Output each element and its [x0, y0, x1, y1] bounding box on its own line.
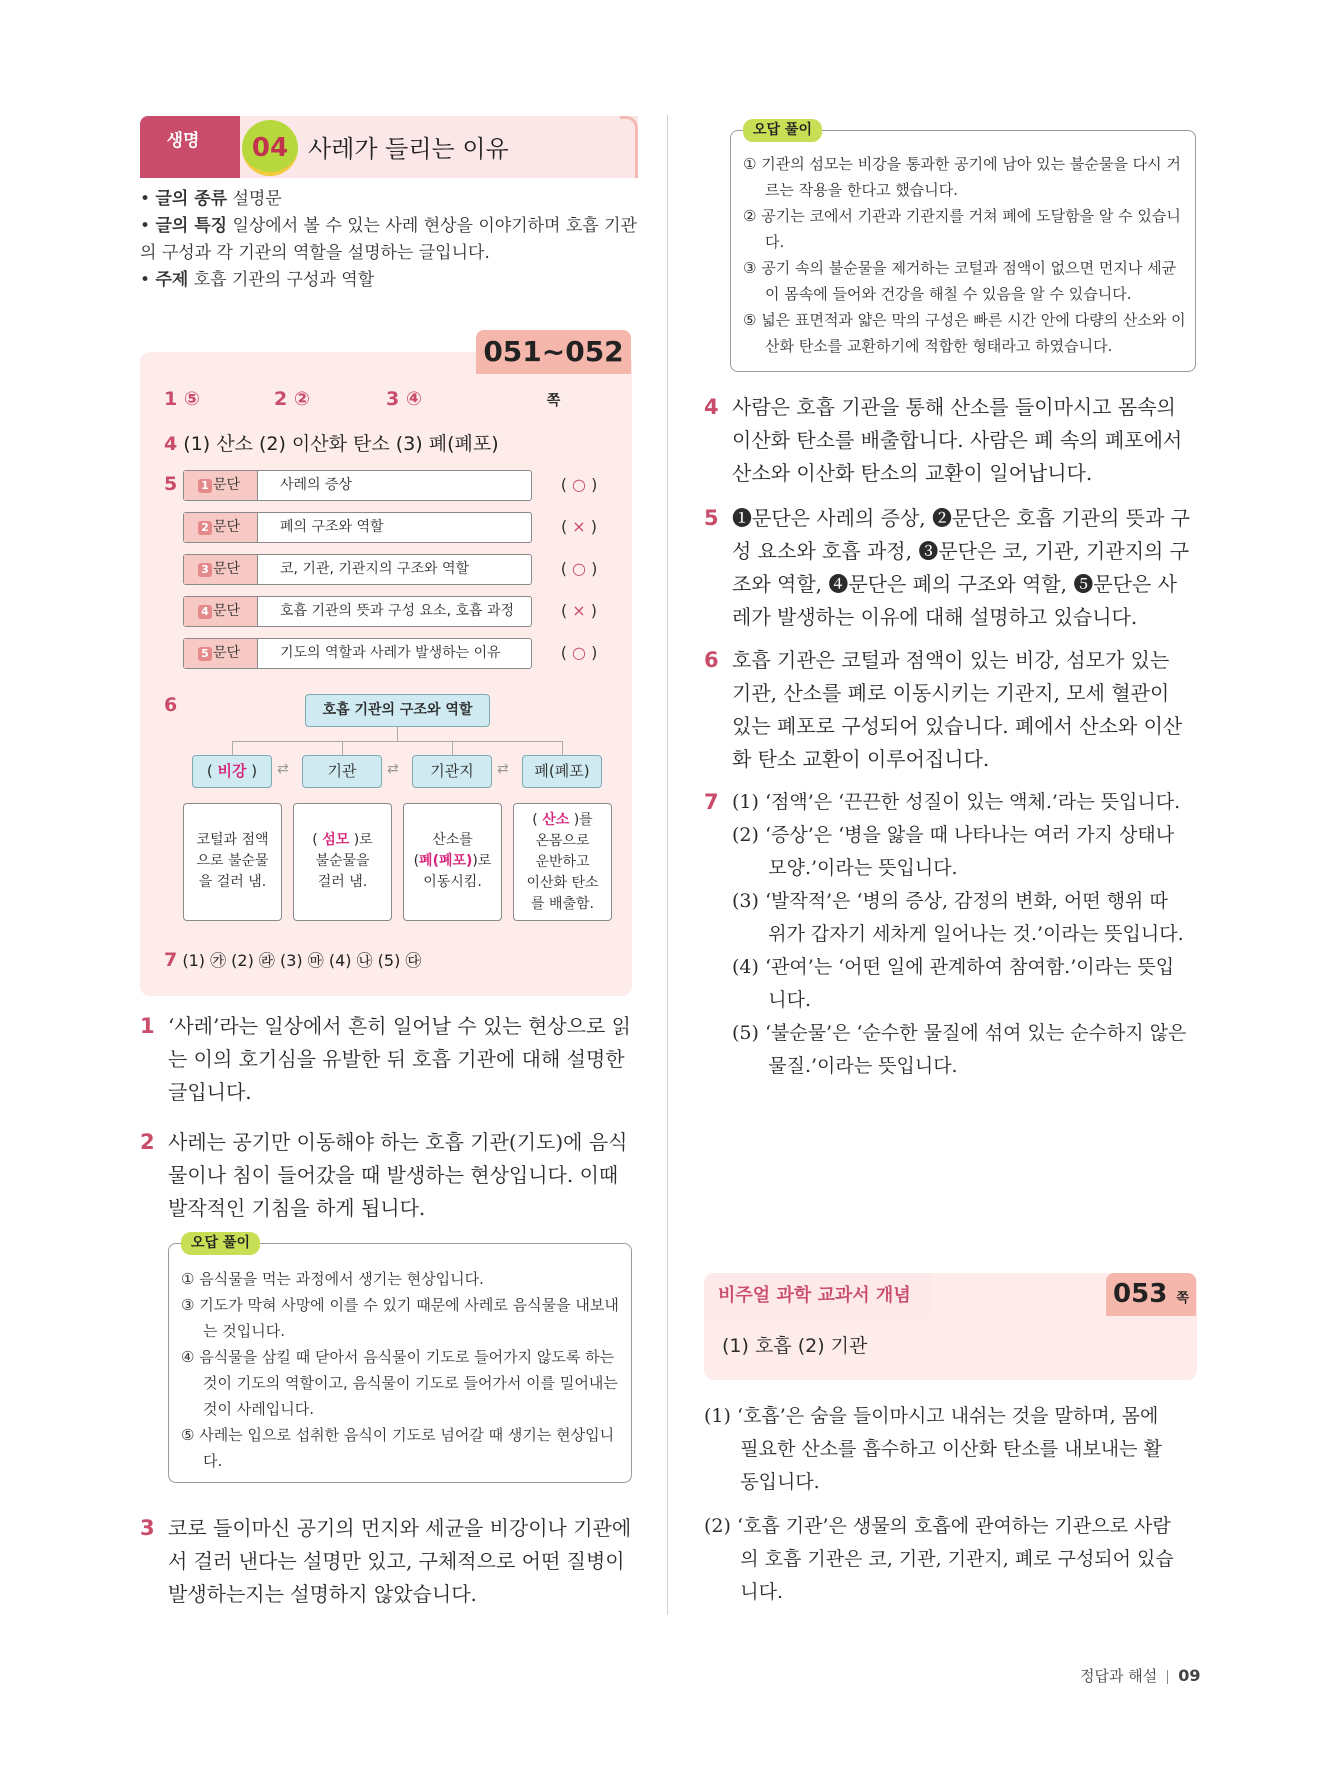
mark: ( ○ ) — [560, 475, 598, 494]
mark: ( × ) — [560, 517, 598, 536]
node-nasal-cavity: ( 비강 ) — [192, 755, 272, 788]
wrong-answer-box: 오답 풀이 ① 음식물을 먹는 과정에서 생기는 현상입니다. ③ 기도가 막혀 사망에 이를 수 있기 때문에 사레로 음식물을 내보내는 것입니다. ④ 음식물을 삼킬 때 닫아서 음식물이 기도로 들어가지 않도록 하는 것이 기도의 역할이고, 음식물이 기도로 들어가서 이를 밀어내는 것이 사레입니다. ⑤ 사레는 입으로 섭취한 음식이 기도로 넘어갈 때 생기는 현상입니다. — [168, 1243, 632, 1483]
question-number: 1 — [140, 1014, 155, 1038]
diagram-card: 산소를 (폐(폐포))로 이동시킴. — [403, 803, 502, 921]
answer-2: 2 ② — [274, 388, 310, 410]
answer-4: 4 (1) 산소 (2) 이산화 탄소 (3) 폐(폐포) — [164, 433, 499, 455]
question-number: 4 — [704, 395, 719, 419]
answer-7: 7 (1) ㉮ (2) ㉱ (3) ㉲ (4) ㉯ (5) ㉰ — [164, 949, 422, 971]
table-row: 5 문단 기도의 역할과 사레가 발생하는 이유 — [183, 638, 532, 669]
visual-page-tag: 053 쪽 — [1106, 1273, 1196, 1316]
info-row: • 주제 호흡 기관의 구성과 역할 — [140, 270, 375, 290]
question-number: 2 — [140, 1130, 155, 1154]
info-row: • 글의 특징 일상에서 볼 수 있는 사레 현상을 이야기하며 호흡 기관의 구성과 각 기관의 역할을 설명하는 글입니다. — [140, 216, 637, 263]
mark: ( ○ ) — [560, 559, 598, 578]
article-title: 사레가 들리는 이유 — [308, 135, 509, 163]
visual-explanation-2: (2) ‘호흡 기관’은 생물의 호흡에 관여하는 기관으로 사람 의 호흡 기관은 코, 기관, 기관지, 폐로 구성되어 있습 니다. — [704, 1515, 1174, 1603]
page-number: 09 — [1178, 1666, 1201, 1685]
node-trachea: 기관 — [302, 755, 382, 788]
explanation-5: ❶문단은 사레의 증상, ❷문단은 호흡 기관의 뜻과 구 성 요소와 호흡 과정, ❸문단은 코, 기관, 기관지의 구 조와 역할, ❹문단은 폐의 구조와 역할, ❺문단은 사 레가 발생하는 이유에 대해 설명하고 있습니다. — [732, 506, 1190, 629]
article-info — [140, 186, 640, 294]
mark: ( × ) — [560, 601, 598, 620]
answer-page-tag: 051~052 쪽 — [476, 330, 631, 374]
explanation-1: ‘사레’라는 일상에서 흔히 일어날 수 있는 현상으로 읽 는 이의 호기심을 유발한 뒤 호흡 기관에 대해 설명한 글입니다. — [168, 1014, 631, 1104]
visual-heading: 비주얼 과학 교과서 개념 — [704, 1273, 932, 1318]
table-row: 1 문단 사레의 증상 — [183, 470, 532, 501]
subject-label: 생명 — [140, 116, 240, 178]
question-number: 7 — [704, 790, 719, 814]
explanation-3: 코로 들이마신 공기의 먼지와 세균을 비강이나 기관에 서 걸러 낸다는 설명만 있고, 구체적으로 어떤 질병이 발생하는지는 설명하지 않았습니다. — [168, 1516, 632, 1606]
diagram-card: ( 산소 )를 온몸으로 운반하고 이산화 탄소 를 배출함. — [513, 803, 612, 921]
diagram-card: 코털과 점액 으로 불순물 을 걸러 냄. — [183, 803, 282, 921]
wrong-answer-tag: 오답 풀이 — [743, 119, 822, 142]
table-row: 2 문단 폐의 구조와 역할 — [183, 512, 532, 543]
question-number: 6 — [704, 648, 719, 672]
table-row: 4 문단 호흡 기관의 뜻과 구성 요소, 호흡 과정 — [183, 596, 532, 627]
wrong-answer-tag: 오답 풀이 — [181, 1232, 260, 1255]
arrow-icon: ⇄ — [497, 761, 509, 777]
node-lung: 폐(폐포) — [522, 755, 602, 788]
column-divider — [667, 115, 668, 1615]
page-footer: 정답과 해설 09 — [1080, 1666, 1201, 1685]
article-header — [140, 116, 638, 178]
explanation-4: 사람은 호흡 기관을 통해 산소를 들이마시고 몸속의 이산화 탄소를 배출합니다. 사람은 폐 속의 폐포에서 산소와 이산화 탄소의 교환이 일어납니다. — [732, 395, 1183, 485]
question-number: 3 — [140, 1516, 155, 1540]
explanation-7: (1) ‘점액’은 ‘끈끈한 성질이 있는 액체.’라는 뜻입니다. (2) ‘증상’은 ‘병을 앓을 때 나타나는 여러 가지 상태나 모양.’이라는 뜻입니다. (3) ‘발작적’은 ‘병의 증상, 감정의 변화, 어떤 행위 따 위가 갑자기 세차게 일어나는 것.’이라는 뜻입니다. (4) ‘관여’는 ‘어떤 일에 관계하여 참여함.’이라는 뜻입 니다. (5) ‘불순물’은 ‘순수한 물질에 섞여 있는 순수하지 않은 물질.’이라는 뜻입니다. — [732, 791, 1187, 1077]
arrow-icon: ⇄ — [277, 761, 289, 777]
table-row: 3 문단 코, 기관, 기관지의 구조와 역할 — [183, 554, 532, 585]
article-number: 04 — [242, 120, 298, 176]
wrong-answer-box: 오답 풀이 ① 기관의 섬모는 비강을 통과한 공기에 남아 있는 불순물을 다시 거르는 작용을 한다고 했습니다. ② 공기는 코에서 기관과 기관지를 거쳐 폐에 도달함을 알 수 있습니다. ③ 공기 속의 불순물을 제거하는 코털과 점액이 없으면 먼지나 세균이 몸속에 들어와 건강을 해칠 수 있음을 알 수 있습니다. ⑤ 넓은 표면적과 얇은 막의 구성은 빠른 시간 안에 다량의 산소와 이산화 탄소를 교환하기에 적합한 형태라고 하였습니다. — [730, 130, 1196, 372]
arrow-icon: ⇄ — [387, 761, 399, 777]
node-bronchi: 기관지 — [412, 755, 492, 788]
explanation-6: 호흡 기관은 코털과 점액이 있는 비강, 섬모가 있는 기관, 산소를 폐로 이동시키는 기관지, 모세 혈관이 있는 폐포로 구성되어 있습니다. 폐에서 산소와 이산 화 탄소 교환이 이루어집니다. — [732, 648, 1183, 771]
diagram-root: 호흡 기관의 구조와 역할 — [305, 694, 490, 727]
answer-3: 3 ④ — [386, 388, 422, 410]
mark: ( ○ ) — [560, 643, 598, 662]
visual-explanation-1: (1) ‘호흡’은 숨을 들이마시고 내쉬는 것을 말하며, 몸에 필요한 산소를 흡수하고 이산화 탄소를 내보내는 활 동입니다. — [704, 1405, 1162, 1493]
answer-1: 1 ⑤ — [164, 388, 200, 410]
visual-answer: (1) 호흡 (2) 기관 — [722, 1335, 868, 1357]
explanation-2: 사레는 공기만 이동해야 하는 호흡 기관(기도)에 음식 물이나 침이 들어갔을 때 발생하는 현상입니다. 이때 발작적인 기침을 하게 됩니다. — [168, 1130, 628, 1220]
question-number: 5 — [704, 506, 719, 530]
info-row: • 글의 종류 설명문 — [140, 189, 282, 209]
answer-5-label: 5 — [164, 473, 178, 495]
diagram-card: ( 섬모 )로 불순물을 걸러 냄. — [293, 803, 392, 921]
answer-6-label: 6 — [164, 694, 178, 716]
